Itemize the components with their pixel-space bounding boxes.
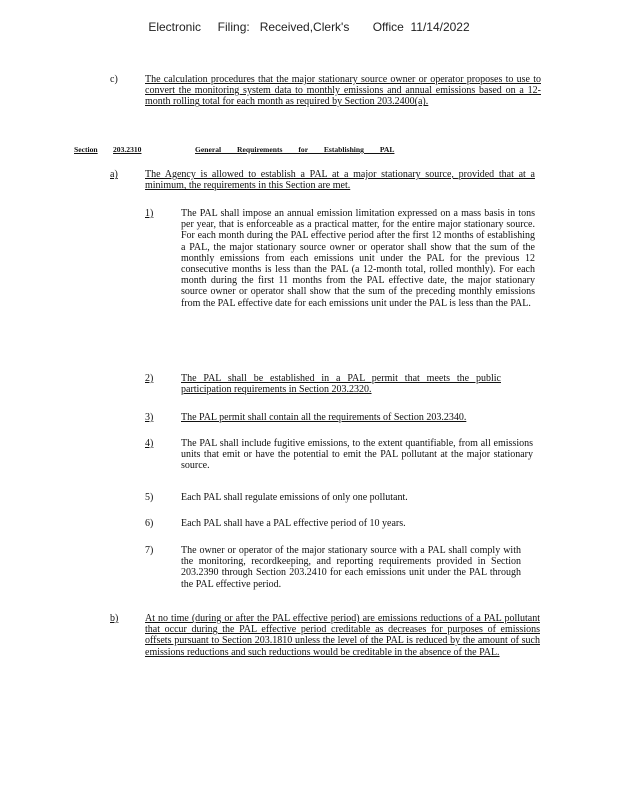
subitem-7-text: The owner or operator of the major stationary source with a PAL shall comply with the monitoring, recordkeeping, and reporting requirements provided in Section 203.2390 through Section 203.2410 for each emissions unit under the PAL through the PAL effective period.: [181, 545, 521, 590]
item-a-text: The Agency is allowed to establish a PAL at a major stationary source, provided that at a minimum, the requirements in this Section are met.: [145, 169, 535, 192]
section-number: 203.2310: [113, 145, 142, 154]
subitem-6-label: 6): [145, 518, 154, 529]
subitem-2-text: The PAL shall be established in a PAL permit that meets the public participation requirements in Section 203.2320.: [181, 373, 501, 396]
item-a-label: a): [110, 169, 118, 180]
subitem-3-label: 3): [145, 412, 154, 423]
filing-header: Electronic Filing: Received,Clerk's Office 11/14/2022: [148, 20, 470, 34]
subitem-1-label: 1): [145, 208, 154, 219]
item-b-text: At no time (during or after the PAL effective period) are emissions reductions of a PAL pollutant that occur during the PAL effective period creditable as decreases for purposes of emissions offsets pursuant to Section 203.1810 unless the level of the PAL is reduced by the amount of such emissions reductions and such reductions would be creditable in the absence of the PAL.: [145, 613, 540, 658]
section-title: General Requirements for Establishing PAL: [195, 145, 395, 154]
subitem-7-label: 7): [145, 545, 154, 556]
subitem-1-text: The PAL shall impose an annual emission limitation expressed on a mass basis in tons per year, that is enforceable as a practical matter, for the entire major stationary source. For each month during the PAL effective period after the first 12 months of establishing a PAL, the major stationary source owner or operator shall show that the sum of the monthly emissions from each emissions unit under the PAL for the previous 12 consecutive months is less than the PAL (a 12-month total, rolled monthly). For each month during the first 11 months from the PAL effective date, the major stationary source owner or operator shall show that the sum of the preceding monthly emissions from the PAL effective date for each emissions unit under the PAL is less than the PAL.: [181, 208, 535, 309]
item-b-label: b): [110, 613, 119, 624]
item-c-text: The calculation procedures that the major stationary source owner or operator proposes to use to convert the monitoring system data to monthly emissions and annual emissions based on a 12-month rolling total for each month as required by Section 203.2400(a).: [145, 74, 541, 108]
subitem-3-text: The PAL permit shall contain all the requirements of Section 203.2340.: [181, 412, 467, 423]
subitem-5-label: 5): [145, 492, 154, 503]
section-label: Section: [74, 145, 98, 154]
subitem-5-text: Each PAL shall regulate emissions of only one pollutant.: [181, 492, 408, 503]
subitem-6-text: Each PAL shall have a PAL effective period of 10 years.: [181, 518, 406, 529]
item-c-label: c): [110, 74, 118, 85]
subitem-4-label: 4): [145, 438, 154, 449]
subitem-4-text: The PAL shall include fugitive emissions, to the extent quantifiable, from all emissions units that emit or have the potential to emit the PAL pollutant at the major stationary source.: [181, 438, 533, 472]
subitem-2-label: 2): [145, 373, 154, 384]
